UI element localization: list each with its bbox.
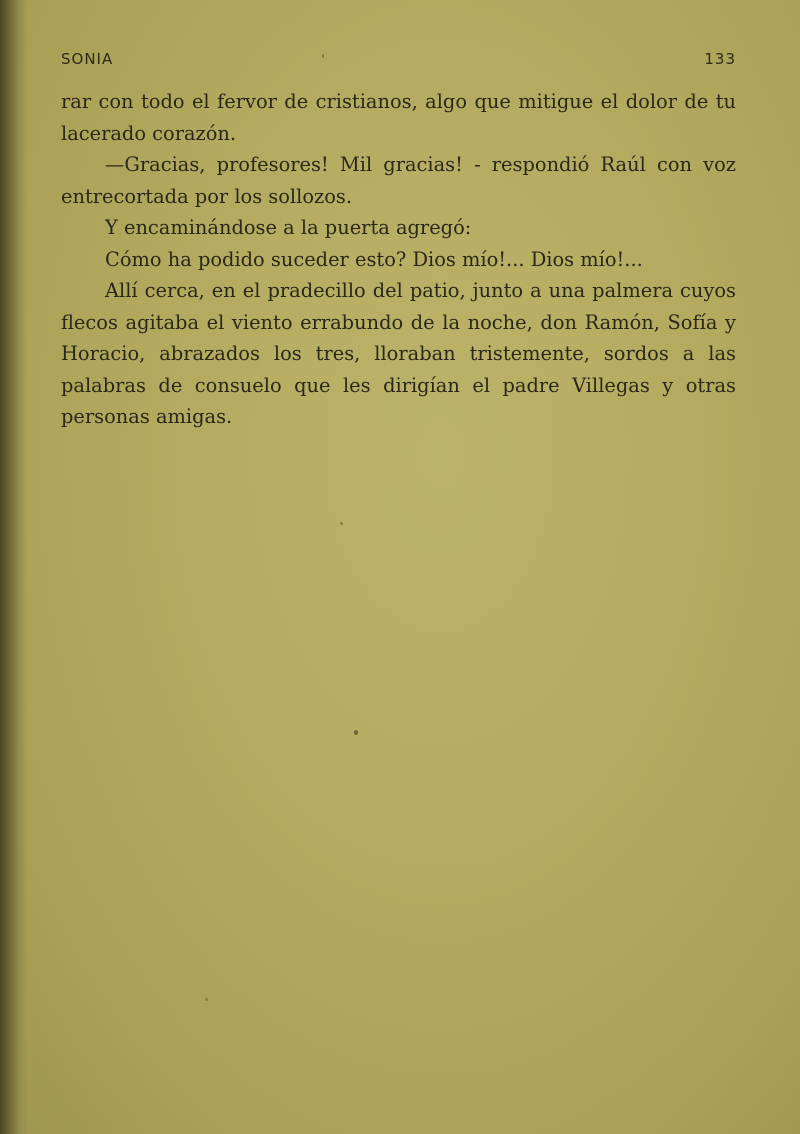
paper-speck [205,998,208,1001]
body-text [61,86,736,433]
paragraph-5: Allí cerca, en el pradecillo del patio, junto a una palmera cuyos flecos agitaba el viento errabundo de la noche, don Ramón, Sofía y Horacio, abrazados los tres, lloraban tristemente, sordos a las palabras de consuelo que les dirigían el padre Villegas y otras personas amigas. [61,279,736,428]
paragraph-4: Cómo ha podido suceder esto? Dios mío!... Dios mío!... [105,247,643,271]
paper-speck [340,522,343,525]
page-number: 133 [704,50,736,68]
running-head-title: SONIA [61,50,114,68]
paragraph-3: Y encaminándose a la puerta agregó: [105,216,472,239]
paragraph-2: —Gracias, profesores! Mil gracias! - respondió Raúl con voz entrecortada por los sollozos. [61,153,736,208]
paper-speck [354,730,358,735]
paper-speck [322,54,324,58]
running-head [61,50,736,70]
paragraph-1: rar con todo el fervor de cristianos, algo que mitigue el dolor de tu lacerado corazón. [61,90,736,145]
